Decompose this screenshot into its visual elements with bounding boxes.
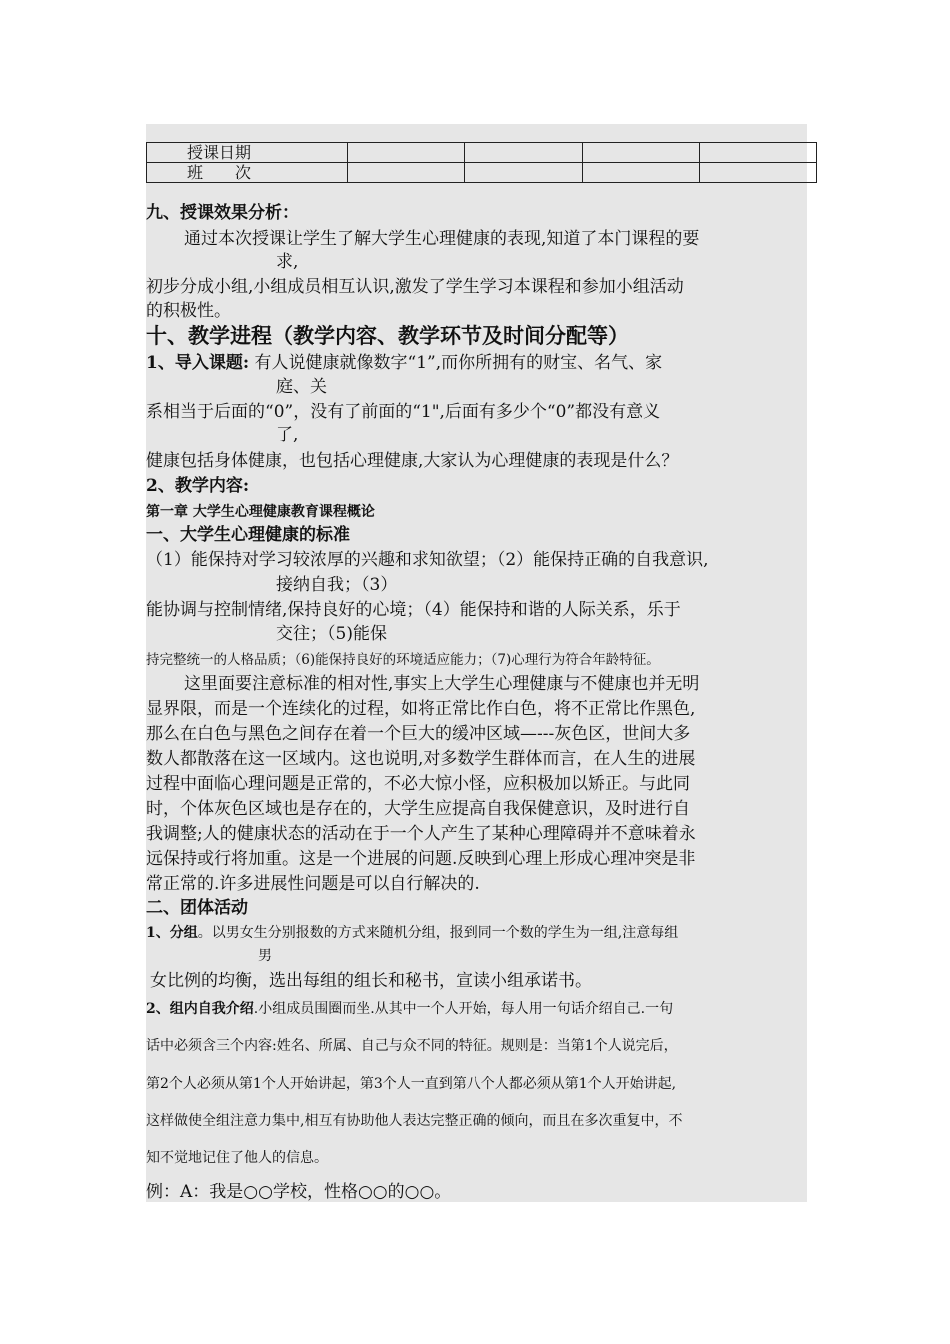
text-line: 我调整;人的健康状态的活动在于一个人产生了某种心理障碍并不意味着永 bbox=[146, 824, 696, 844]
text-line: 男 bbox=[258, 948, 272, 964]
text-line: 健康包括身体健康，也包括心理健康,大家认为心理健康的表现是什么？ bbox=[146, 451, 679, 471]
example-line: 例：A：我是○○学校，性格○○的○○。 bbox=[146, 1182, 452, 1202]
text-line: 显界限，而是一个连续化的过程，如将正常比作白色，将不正常比作黑色, bbox=[146, 699, 696, 719]
table-cell bbox=[582, 143, 699, 163]
schedule-table bbox=[146, 142, 817, 183]
text-line bbox=[146, 351, 662, 375]
table-label-class: 班 次 bbox=[147, 163, 348, 183]
content-label: 2、教学内容: bbox=[146, 476, 250, 496]
table-row bbox=[147, 143, 817, 163]
text-line: 了, bbox=[276, 425, 299, 445]
text-line: 过程中面临心理问题是正常的，不必大惊小怪，应积极加以矫正。与此同 bbox=[146, 774, 690, 794]
text-line bbox=[146, 921, 678, 945]
table-cell bbox=[465, 163, 582, 183]
intro-text: 有人说健康就像数字“1”,而你所拥有的财宝、名气、家 bbox=[254, 353, 663, 373]
chapter-title: 第一章 大学生心理健康教育课程概论 bbox=[146, 504, 375, 520]
section-10-heading: 十、教学进程（教学内容、教学环节及时间分配等） bbox=[146, 323, 629, 348]
text-line: 初步分成小组,小组成员相互认识,激发了学生学习本课程和参加小组活动 bbox=[146, 277, 684, 297]
text-line bbox=[146, 997, 673, 1021]
text-line: 这里面要注意标准的相对性,事实上大学生心理健康与不健康也并无明 bbox=[184, 674, 700, 694]
text-line: 女比例的均衡，选出每组的组长和秘书，宣读小组承诺书。 bbox=[150, 971, 592, 991]
text-line: 时，个体灰色区域也是存在的，大学生应提高自我保健意识，及时进行自 bbox=[146, 799, 690, 819]
text-line: 话中必须含三个内容:姓名、所属、自己与众不同的特征。规则是：当第1个人说完后， bbox=[146, 1038, 678, 1054]
text-line: 持完整统一的人格品质；（6)能保持良好的环境适应能力；（7)心理行为符合年龄特征。 bbox=[146, 652, 660, 668]
text-line: 这样做使全组注意力集中,相互有协助他人表达完整正确的倾向，而且在多次重复中，不 bbox=[146, 1113, 683, 1129]
intro-activity-text: .小组成员围圈而坐.从其中一个人开始，每人用一句话介绍自己.一句 bbox=[253, 1001, 674, 1017]
text-line: 系相当于后面的“0”，没有了前面的“1",后面有多少个“0”都没有意义 bbox=[146, 402, 661, 422]
section-9-heading: 九、授课效果分析： bbox=[146, 203, 299, 223]
text-line: 知不觉地记住了他人的信息。 bbox=[146, 1150, 328, 1166]
text-line: 常正常的.许多进展性问题是可以自行解决的. bbox=[146, 874, 480, 894]
text-line: 庭、关 bbox=[276, 377, 327, 397]
text-line: （1）能保持对学习较浓厚的兴趣和求知欲望；（2）能保持正确的自我意识, bbox=[146, 550, 709, 570]
group-label: 1、分组 bbox=[146, 925, 198, 941]
text-line: 能协调与控制情绪,保持良好的心境；（4）能保持和谐的人际关系，乐于 bbox=[146, 600, 681, 620]
table-cell bbox=[582, 163, 699, 183]
text-line: 远保持或行将加重。这是一个进展的问题.反映到心理上形成心理冲突是非 bbox=[146, 849, 696, 869]
text-line: 通过本次授课让学生了解大学生心理健康的表现,知道了本门课程的要 bbox=[184, 229, 700, 249]
table-cell bbox=[348, 163, 465, 183]
table-label-date: 授课日期 bbox=[147, 143, 348, 163]
subsection-heading: 一、大学生心理健康的标准 bbox=[146, 525, 350, 545]
table-cell bbox=[348, 143, 465, 163]
group-text: 。以男女生分别报数的方式来随机分组，报到同一个数的学生为一组,注意每组 bbox=[197, 925, 679, 941]
intro-activity-label: 2、组内自我介绍 bbox=[146, 1001, 254, 1017]
intro-label: 1、导入课题: bbox=[146, 353, 250, 373]
table-cell bbox=[699, 163, 816, 183]
text-line: 的积极性。 bbox=[146, 301, 231, 321]
table-row bbox=[147, 163, 817, 183]
text-line: 求, bbox=[276, 252, 299, 272]
table-cell bbox=[465, 143, 582, 163]
text-line: 第2个人必须从第1个人开始讲起，第3个人一直到第八个人都必须从第1个人开始讲起, bbox=[146, 1076, 677, 1092]
text-line: 那么在白色与黑色之间存在着一个巨大的缓冲区域—---灰色区，世间大多 bbox=[146, 724, 691, 744]
text-line: 交往；（5)能保 bbox=[276, 624, 387, 644]
subsection-heading: 二、团体活动 bbox=[146, 898, 248, 918]
table-cell bbox=[699, 143, 816, 163]
text-line: 数人都散落在这一区域内。这也说明,对多数学生群体而言，在人生的进展 bbox=[146, 749, 696, 769]
text-line: 接纳自我；（3） bbox=[276, 575, 398, 595]
